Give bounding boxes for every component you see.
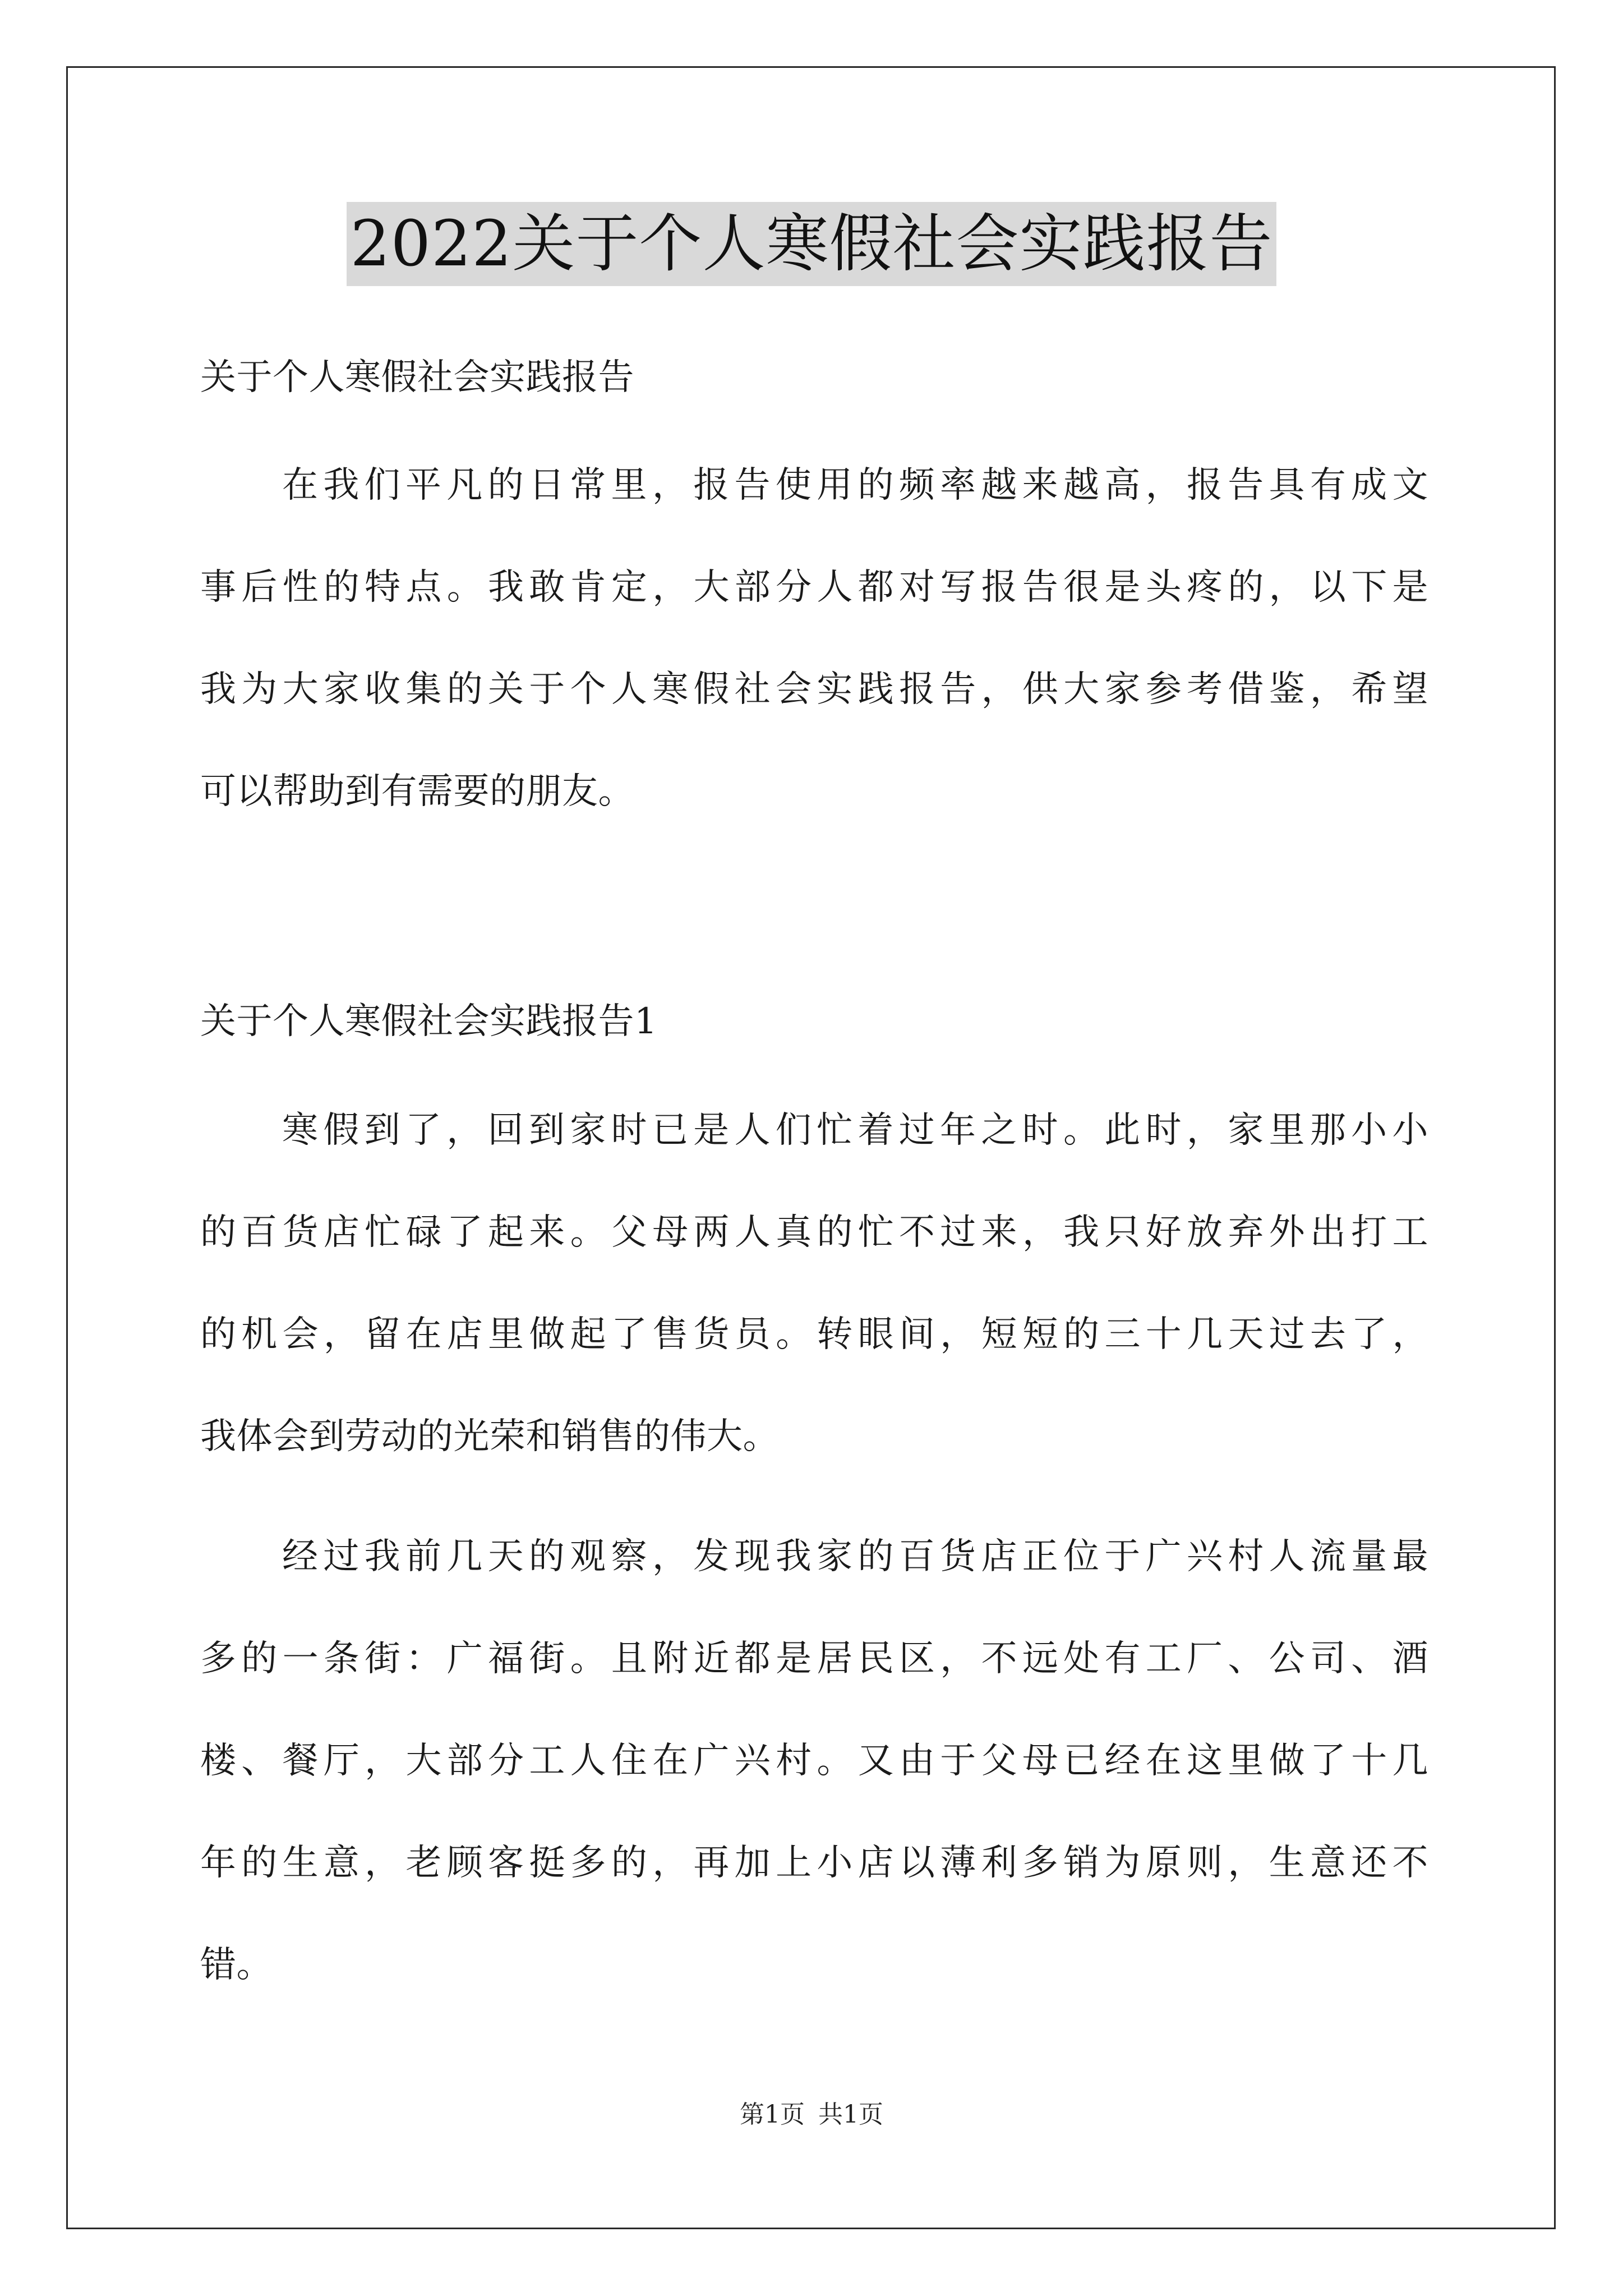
para1-line-1: 寒假到了，回到家时已是人们忙着过年之时。此时，家里那小小	[282, 1110, 1428, 1151]
page-total: 共1页	[818, 2100, 883, 2129]
page-number: 第1页	[740, 2100, 805, 2129]
para2-line-5: 错。	[200, 1944, 273, 1986]
para2-line-2: 多的一条街：广福街。且附近都是居民区，不远处有工厂、公司、酒	[200, 1638, 1428, 1680]
intro-line-3: 我为大家收集的关于个人寒假社会实践报告，供大家参考借鉴，希望	[200, 669, 1428, 710]
para2-line-3: 楼、餐厅，大部分工人住在广兴村。又由于父母已经在这里做了十几	[200, 1740, 1428, 1782]
para1-line-3: 的机会，留在店里做起了售货员。转眼间，短短的三十几天过去了，	[200, 1314, 1428, 1355]
section-heading: 关于个人寒假社会实践报告1	[200, 1001, 658, 1042]
subtitle: 关于个人寒假社会实践报告	[200, 357, 634, 398]
intro-line-4: 可以帮助到有需要的朋友。	[200, 771, 634, 812]
para1-line-4: 我体会到劳动的光荣和销售的伟大。	[200, 1416, 779, 1457]
para2-line-1: 经过我前几天的观察，发现我家的百货店正位于广兴村人流量最	[282, 1536, 1428, 1577]
para2-line-4: 年的生意，老顾客挺多的，再加上小店以薄利多销为原则，生意还不	[200, 1842, 1428, 1884]
intro-line-1: 在我们平凡的日常里，报告使用的频率越来越高，报告具有成文	[282, 464, 1428, 506]
title-container	[0, 202, 1623, 286]
page-footer	[0, 2098, 1623, 2132]
para1-line-2: 的百货店忙碌了起来。父母两人真的忙不过来，我只好放弃外出打工	[200, 1212, 1428, 1253]
document-title: 2022关于个人寒假社会实践报告	[347, 202, 1276, 286]
intro-line-2: 事后性的特点。我敢肯定，大部分人都对写报告很是头疼的，以下是	[200, 567, 1428, 608]
